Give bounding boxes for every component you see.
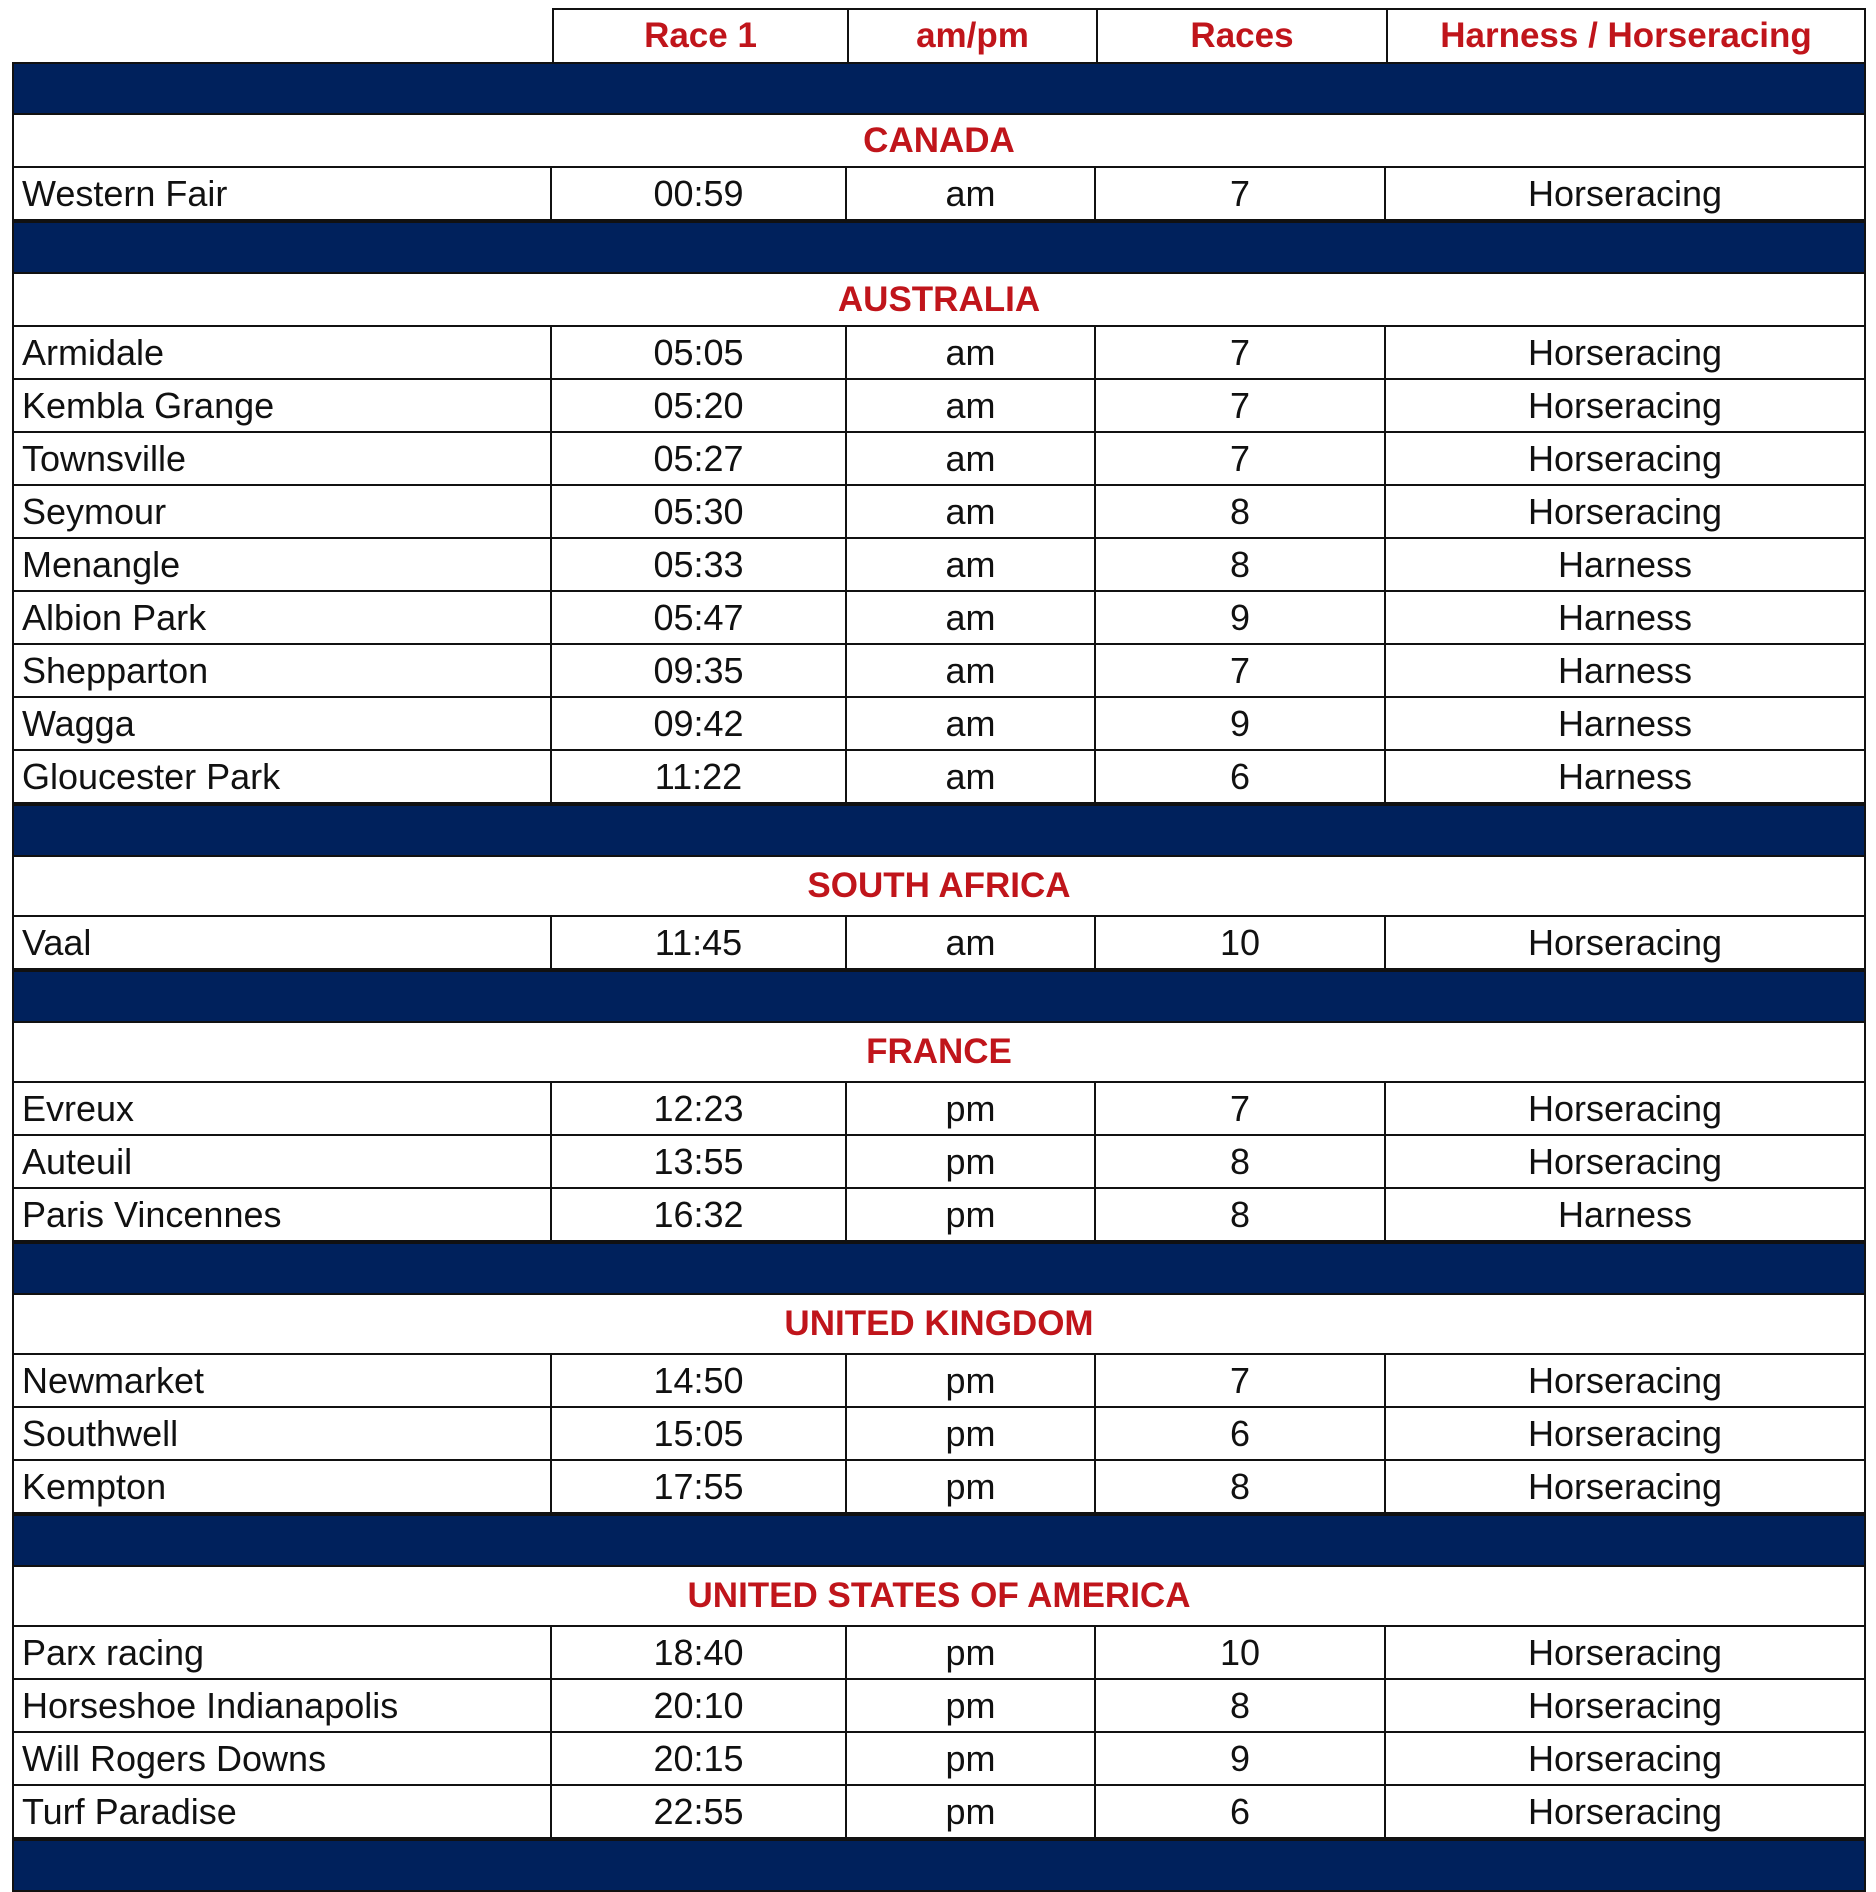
race-type-cell: Horseracing — [1386, 433, 1866, 484]
races-count-cell: 9 — [1096, 1733, 1386, 1784]
race-type-cell: Harness — [1386, 751, 1866, 802]
venue-cell: Armidale — [12, 327, 552, 378]
race-type-cell: Horseracing — [1386, 1680, 1866, 1731]
table-row — [12, 1786, 1866, 1839]
races-count-cell: 9 — [1096, 592, 1386, 643]
race-type-cell: Horseracing — [1386, 1733, 1866, 1784]
ampm-cell: pm — [847, 1408, 1096, 1459]
venue-cell: Gloucester Park — [12, 751, 552, 802]
races-count-cell: 7 — [1096, 168, 1386, 219]
country-heading: FRANCE — [12, 1023, 1866, 1083]
race-type-cell: Horseracing — [1386, 1461, 1866, 1512]
header-races-label: Races — [1190, 16, 1294, 55]
race-type-cell: Horseracing — [1386, 1408, 1866, 1459]
race1-time-cell: 18:40 — [552, 1627, 847, 1678]
race1-time-cell: 11:45 — [552, 917, 847, 968]
section-divider-band — [12, 1514, 1866, 1567]
table-row — [12, 1189, 1866, 1242]
table-row — [12, 539, 1866, 592]
venue-cell: Shepparton — [12, 645, 552, 696]
table-row — [12, 1627, 1866, 1680]
venue-cell: Auteuil — [12, 1136, 552, 1187]
races-count-cell: 6 — [1096, 751, 1386, 802]
race-type-cell: Horseracing — [1386, 917, 1866, 968]
ampm-cell: am — [847, 168, 1096, 219]
section-divider-band — [12, 970, 1866, 1023]
ampm-cell: pm — [847, 1136, 1096, 1187]
races-count-cell: 9 — [1096, 698, 1386, 749]
table-row — [12, 433, 1866, 486]
races-count-cell: 6 — [1096, 1786, 1386, 1837]
race1-time-cell: 00:59 — [552, 168, 847, 219]
table-row — [12, 1461, 1866, 1514]
section-divider-band — [12, 62, 1866, 115]
races-count-cell: 7 — [1096, 1355, 1386, 1406]
section-divider-band — [12, 804, 1866, 857]
venue-cell: Seymour — [12, 486, 552, 537]
table-row — [12, 327, 1866, 380]
table-row — [12, 486, 1866, 539]
race1-time-cell: 11:22 — [552, 751, 847, 802]
table-row — [12, 1136, 1866, 1189]
race-type-cell: Horseracing — [1386, 486, 1866, 537]
section-divider-band — [12, 1242, 1866, 1295]
ampm-cell: am — [847, 751, 1096, 802]
ampm-cell: pm — [847, 1733, 1096, 1784]
header-venue-cell — [12, 8, 552, 62]
race-type-cell: Horseracing — [1386, 1083, 1866, 1134]
races-count-cell: 7 — [1096, 645, 1386, 696]
header-row — [12, 8, 1866, 62]
ampm-cell: am — [847, 539, 1096, 590]
table-row — [12, 592, 1866, 645]
races-count-cell: 8 — [1096, 486, 1386, 537]
venue-cell: Western Fair — [12, 168, 552, 219]
venue-cell: Kempton — [12, 1461, 552, 1512]
header-race1-label: Race 1 — [644, 16, 757, 55]
venue-cell: Parx racing — [12, 1627, 552, 1678]
venue-cell: Kembla Grange — [12, 380, 552, 431]
table-row — [12, 380, 1866, 433]
venue-cell: Evreux — [12, 1083, 552, 1134]
header-type-cell — [1386, 8, 1866, 62]
venue-cell: Townsville — [12, 433, 552, 484]
table-row — [12, 1733, 1866, 1786]
ampm-cell: pm — [847, 1355, 1096, 1406]
races-count-cell: 10 — [1096, 1627, 1386, 1678]
table-body — [12, 62, 1866, 1892]
race-type-cell: Horseracing — [1386, 1136, 1866, 1187]
race1-time-cell: 13:55 — [552, 1136, 847, 1187]
venue-cell: Paris Vincennes — [12, 1189, 552, 1240]
ampm-cell: pm — [847, 1786, 1096, 1837]
race1-time-cell: 09:35 — [552, 645, 847, 696]
races-count-cell: 8 — [1096, 1189, 1386, 1240]
header-race1-cell — [552, 8, 847, 62]
race1-time-cell: 05:30 — [552, 486, 847, 537]
race1-time-cell: 20:10 — [552, 1680, 847, 1731]
races-count-cell: 8 — [1096, 539, 1386, 590]
country-heading: UNITED STATES OF AMERICA — [12, 1567, 1866, 1627]
race-type-cell: Harness — [1386, 645, 1866, 696]
country-heading: AUSTRALIA — [12, 274, 1866, 327]
race-type-cell: Horseracing — [1386, 1786, 1866, 1837]
race1-time-cell: 12:23 — [552, 1083, 847, 1134]
races-count-cell: 7 — [1096, 327, 1386, 378]
races-count-cell: 7 — [1096, 380, 1386, 431]
venue-cell: Will Rogers Downs — [12, 1733, 552, 1784]
races-count-cell: 10 — [1096, 917, 1386, 968]
race-type-cell: Harness — [1386, 1189, 1866, 1240]
race1-time-cell: 17:55 — [552, 1461, 847, 1512]
race1-time-cell: 05:27 — [552, 433, 847, 484]
country-heading: CANADA — [12, 115, 1866, 168]
race1-time-cell: 16:32 — [552, 1189, 847, 1240]
country-heading: SOUTH AFRICA — [12, 857, 1866, 917]
ampm-cell: am — [847, 327, 1096, 378]
race1-time-cell: 05:20 — [552, 380, 847, 431]
country-heading: UNITED KINGDOM — [12, 1295, 1866, 1355]
race1-time-cell: 05:05 — [552, 327, 847, 378]
race-type-cell: Harness — [1386, 698, 1866, 749]
race1-time-cell: 05:47 — [552, 592, 847, 643]
table-row — [12, 1408, 1866, 1461]
race-type-cell: Horseracing — [1386, 168, 1866, 219]
races-count-cell: 6 — [1096, 1408, 1386, 1459]
ampm-cell: pm — [847, 1189, 1096, 1240]
race-type-cell: Horseracing — [1386, 327, 1866, 378]
ampm-cell: pm — [847, 1680, 1096, 1731]
header-ampm-label: am/pm — [916, 16, 1029, 55]
table-row — [12, 751, 1866, 804]
race-schedule-table — [12, 8, 1866, 1892]
venue-cell: Turf Paradise — [12, 1786, 552, 1837]
table-row — [12, 698, 1866, 751]
races-count-cell: 8 — [1096, 1136, 1386, 1187]
ampm-cell: pm — [847, 1083, 1096, 1134]
race1-time-cell: 20:15 — [552, 1733, 847, 1784]
races-count-cell: 7 — [1096, 433, 1386, 484]
section-divider-band — [12, 221, 1866, 274]
race-type-cell: Horseracing — [1386, 380, 1866, 431]
ampm-cell: am — [847, 917, 1096, 968]
race1-time-cell: 22:55 — [552, 1786, 847, 1837]
venue-cell: Menangle — [12, 539, 552, 590]
ampm-cell: pm — [847, 1627, 1096, 1678]
race-type-cell: Harness — [1386, 539, 1866, 590]
races-count-cell: 8 — [1096, 1461, 1386, 1512]
header-ampm-cell — [847, 8, 1096, 62]
race1-time-cell: 05:33 — [552, 539, 847, 590]
races-count-cell: 7 — [1096, 1083, 1386, 1134]
header-type-label: Harness / Horseracing — [1440, 16, 1812, 55]
ampm-cell: am — [847, 645, 1096, 696]
race1-time-cell: 09:42 — [552, 698, 847, 749]
table-row — [12, 645, 1866, 698]
ampm-cell: am — [847, 698, 1096, 749]
venue-cell: Newmarket — [12, 1355, 552, 1406]
table-row — [12, 917, 1866, 970]
venue-cell: Wagga — [12, 698, 552, 749]
header-races-cell — [1096, 8, 1386, 62]
race-type-cell: Harness — [1386, 592, 1866, 643]
ampm-cell: am — [847, 592, 1096, 643]
section-divider-band — [12, 1839, 1866, 1892]
race1-time-cell: 15:05 — [552, 1408, 847, 1459]
venue-cell: Southwell — [12, 1408, 552, 1459]
venue-cell: Horseshoe Indianapolis — [12, 1680, 552, 1731]
ampm-cell: am — [847, 486, 1096, 537]
venue-cell: Albion Park — [12, 592, 552, 643]
table-row — [12, 1355, 1866, 1408]
race1-time-cell: 14:50 — [552, 1355, 847, 1406]
venue-cell: Vaal — [12, 917, 552, 968]
race-type-cell: Horseracing — [1386, 1355, 1866, 1406]
ampm-cell: am — [847, 433, 1096, 484]
table-row — [12, 168, 1866, 221]
race-type-cell: Horseracing — [1386, 1627, 1866, 1678]
ampm-cell: am — [847, 380, 1096, 431]
ampm-cell: pm — [847, 1461, 1096, 1512]
races-count-cell: 8 — [1096, 1680, 1386, 1731]
table-row — [12, 1083, 1866, 1136]
table-row — [12, 1680, 1866, 1733]
